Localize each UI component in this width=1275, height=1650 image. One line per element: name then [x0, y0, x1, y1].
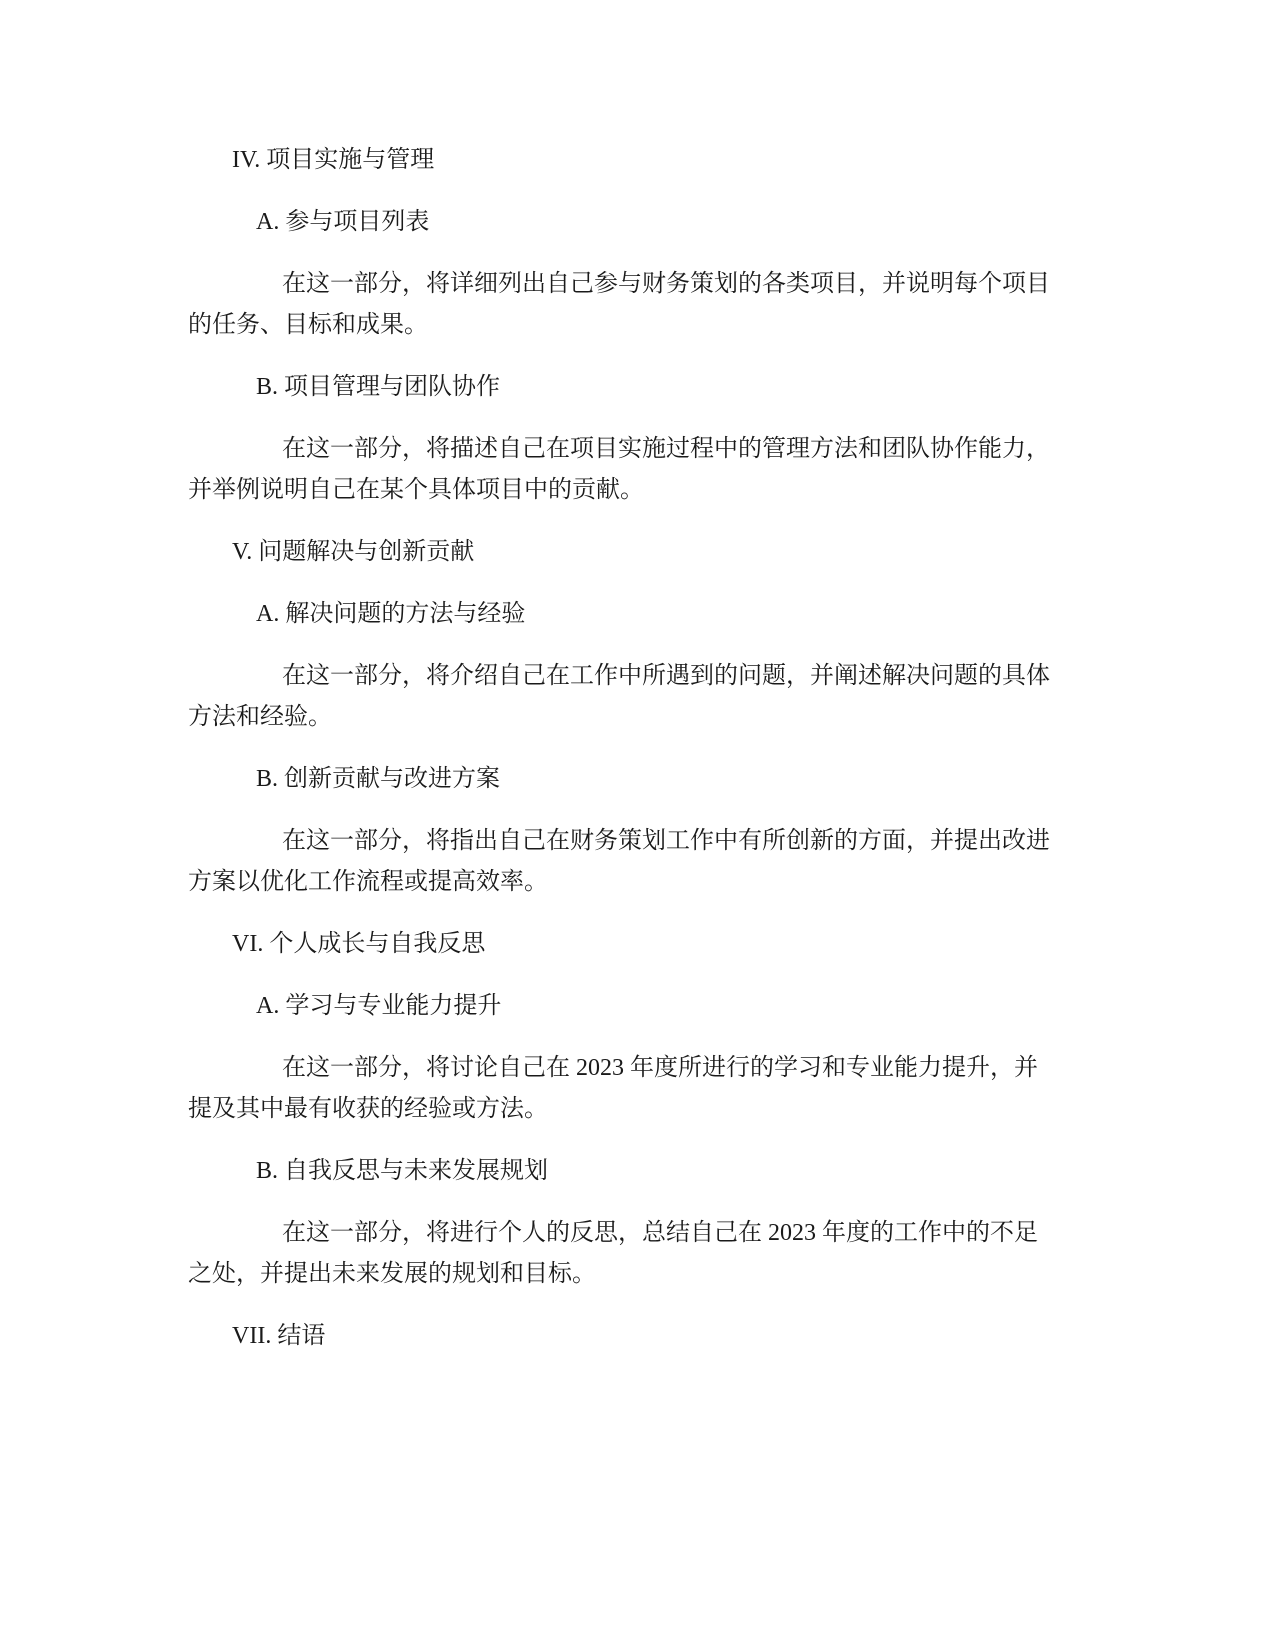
- subsection-heading: B. 项目管理与团队协作: [256, 374, 501, 400]
- subsection-heading: B. 创新贡献与改进方案: [256, 766, 501, 792]
- paragraph-line: 提及其中最有收获的经验或方法。: [188, 1096, 548, 1122]
- paragraph-line: 之处，并提出未来发展的规划和目标。: [188, 1261, 596, 1287]
- section-heading: IV. 项目实施与管理: [232, 147, 435, 173]
- section-heading: VI. 个人成长与自我反思: [232, 931, 486, 957]
- paragraph-line: 在这一部分，将详细列出自己参与财务策划的各类项目，并说明每个项目: [282, 271, 1050, 297]
- paragraph-line: 在这一部分，将指出自己在财务策划工作中有所创新的方面，并提出改进: [282, 828, 1050, 854]
- paragraph-line: 并举例说明自己在某个具体项目中的贡献。: [188, 477, 644, 503]
- subsection-heading: A. 参与项目列表: [256, 209, 430, 235]
- paragraph-line: 在这一部分，将介绍自己在工作中所遇到的问题，并阐述解决问题的具体: [282, 663, 1050, 689]
- section-heading: V. 问题解决与创新贡献: [232, 539, 475, 565]
- subsection-heading: A. 学习与专业能力提升: [256, 993, 502, 1019]
- paragraph-line: 在这一部分，将讨论自己在 2023 年度所进行的学习和专业能力提升，并: [282, 1055, 1038, 1081]
- paragraph-line: 方法和经验。: [188, 704, 332, 730]
- paragraph-line: 在这一部分，将描述自己在项目实施过程中的管理方法和团队协作能力，: [282, 436, 1050, 462]
- paragraph-line: 方案以优化工作流程或提高效率。: [188, 869, 548, 895]
- subsection-heading: A. 解决问题的方法与经验: [256, 601, 526, 627]
- paragraph-line: 在这一部分，将进行个人的反思，总结自己在 2023 年度的工作中的不足: [282, 1220, 1038, 1246]
- section-heading: VII. 结语: [232, 1323, 326, 1349]
- paragraph-line: 的任务、目标和成果。: [188, 312, 428, 338]
- subsection-heading: B. 自我反思与未来发展规划: [256, 1158, 549, 1184]
